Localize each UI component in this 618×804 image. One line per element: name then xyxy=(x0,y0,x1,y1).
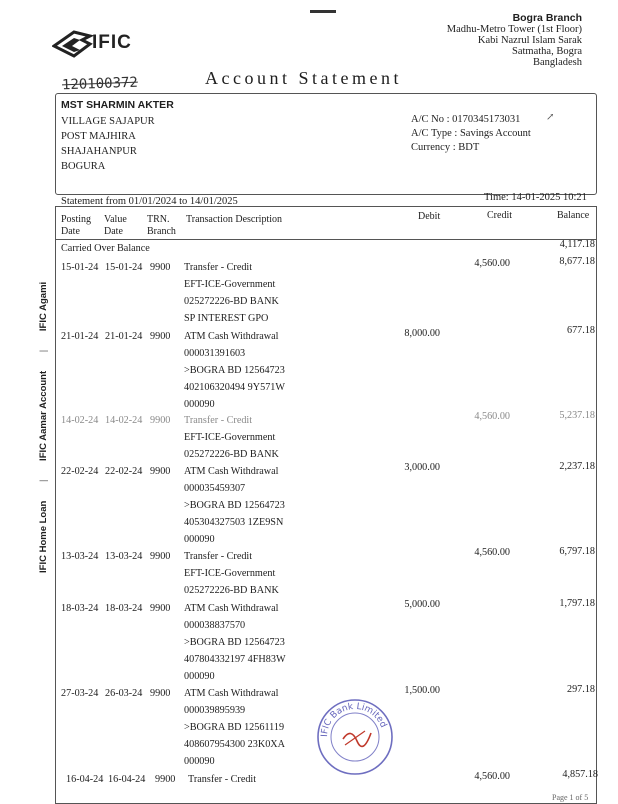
description-line: 402106320494 9Y571W xyxy=(184,382,286,393)
description-line: SP INTEREST GPO xyxy=(184,313,269,324)
debit-amount: 8,000.00 xyxy=(404,328,440,339)
description-line: ATM Cash Withdrawal xyxy=(184,603,279,614)
balance-amount: 6,797.18 xyxy=(559,546,595,557)
currency: BDT xyxy=(458,142,480,153)
branch-block xyxy=(447,13,582,68)
posting-date: 22-02-24 xyxy=(61,466,99,477)
description-line: >BOGRA BD 12564723 xyxy=(184,637,285,648)
description-line: >BOGRA BD 12564723 xyxy=(184,500,285,511)
col-debit: Debit xyxy=(418,211,441,222)
handwritten-reference: 120100372 xyxy=(61,74,139,94)
bank-logo-text: IFIC xyxy=(92,32,132,53)
description-line: Transfer - Credit xyxy=(184,415,253,426)
description-line: >BOGRA BD 12564723 xyxy=(184,365,285,376)
balance-amount: 8,677.18 xyxy=(559,256,595,267)
description-line: 025272226-BD BANK xyxy=(184,449,279,460)
trn-branch: 9900 xyxy=(150,415,171,426)
col-credit: Credit xyxy=(487,210,512,221)
trn-branch: 9900 xyxy=(150,331,171,342)
account-type-row xyxy=(411,128,531,139)
col-value-date: Value Date xyxy=(104,214,127,237)
value-date: 21-01-24 xyxy=(105,331,143,342)
page-title: Account Statement xyxy=(205,68,402,88)
account-type-label: A/C Type : xyxy=(411,128,458,139)
account-type: Savings Account xyxy=(459,128,531,139)
description-line: EFT-ICE-Government xyxy=(184,432,276,443)
description-line: >BOGRA BD 12561119 xyxy=(184,722,285,733)
account-number: 0170345173031 xyxy=(452,114,521,125)
description-line: Transfer - Credit xyxy=(188,774,257,785)
account-number-label: A/C No : xyxy=(411,114,450,125)
description-line: 025272226-BD BANK xyxy=(184,585,279,596)
posting-date: 21-01-24 xyxy=(61,331,99,342)
carried-over-balance: 4,117.18 xyxy=(559,239,595,250)
description-line: 000039895939 xyxy=(184,705,246,716)
debit-amount: 3,000.00 xyxy=(404,462,440,473)
bank-stamp-icon xyxy=(315,697,395,777)
trn-branch: 9900 xyxy=(150,262,171,273)
trn-branch: 9900 xyxy=(150,688,171,699)
currency-label: Currency : xyxy=(411,142,456,153)
trn-branch: 9900 xyxy=(155,774,176,785)
col-balance: Balance xyxy=(557,210,590,221)
balance-amount: 5,237.18 xyxy=(559,410,595,421)
description-line: 000090 xyxy=(184,399,215,410)
description-line: 000031391603 xyxy=(184,348,246,359)
value-date: 15-01-24 xyxy=(105,262,143,273)
print-time: Time: 14-01-2025 10:21 xyxy=(484,192,587,203)
stamp-text: IFIC Bank Limited xyxy=(319,701,389,738)
col-trn-branch: TRN. Branch xyxy=(147,214,176,237)
branch-name: Bogra Branch xyxy=(512,12,582,24)
description-line: 000038837570 xyxy=(184,620,246,631)
description-line: 408607954300 23K0XA xyxy=(184,739,286,750)
branch-address-line: Madhu-Metro Tower (1st Floor) xyxy=(446,24,582,35)
customer-address-line: SHAJAHANPUR xyxy=(61,146,137,157)
branch-address-line: Kabi Nazrul Islam Sarak xyxy=(477,35,582,46)
top-scan-mark xyxy=(310,10,336,13)
description-line: 000090 xyxy=(184,534,215,545)
statement-period: Statement from 01/01/2024 to 14/01/2025 xyxy=(61,196,238,207)
customer-name: MST SHARMIN AKTER xyxy=(61,99,174,111)
credit-amount: 4,560.00 xyxy=(474,547,510,558)
balance-amount: 4,857.18 xyxy=(562,769,598,780)
description-line: 025272226-BD BANK xyxy=(184,296,279,307)
debit-amount: 5,000.00 xyxy=(404,599,440,610)
description-line: 407804332197 4FH83W xyxy=(184,654,286,665)
description-line: ATM Cash Withdrawal xyxy=(184,688,279,699)
description-line: 000035459307 xyxy=(184,483,246,494)
value-date: 26-03-24 xyxy=(105,688,143,699)
carried-over-label: Carried Over Balance xyxy=(61,243,150,254)
value-date: 18-03-24 xyxy=(105,603,143,614)
description-line: 405304327503 1ZE9SN xyxy=(184,517,284,528)
col-posting-date: Posting Date xyxy=(61,214,92,237)
side-label-agami: IFIC Agami xyxy=(38,281,49,332)
debit-amount: 1,500.00 xyxy=(404,685,440,696)
customer-address-line: VILLAGE SAJAPUR xyxy=(61,116,155,127)
pen-tick-icon: ↗ xyxy=(546,112,555,123)
trn-branch: 9900 xyxy=(150,603,171,614)
credit-amount: 4,560.00 xyxy=(474,258,510,269)
description-line: 000090 xyxy=(184,671,215,682)
description-line: Transfer - Credit xyxy=(184,262,253,273)
value-date: 16-04-24 xyxy=(108,774,146,785)
currency-row xyxy=(411,142,479,153)
description-line: 000090 xyxy=(184,756,215,767)
side-label-home-loan: IFIC Home Loan xyxy=(38,500,49,573)
posting-date: 16-04-24 xyxy=(66,774,104,785)
posting-date: 14-02-24 xyxy=(61,415,99,426)
description-line: ATM Cash Withdrawal xyxy=(184,466,279,477)
description-line: EFT-ICE-Government xyxy=(184,568,276,579)
credit-amount: 4,560.00 xyxy=(474,771,510,782)
side-divider: | xyxy=(38,479,49,483)
side-promo-labels xyxy=(38,266,49,573)
value-date: 14-02-24 xyxy=(105,415,143,426)
description-line: Transfer - Credit xyxy=(184,551,253,562)
trn-branch: 9900 xyxy=(150,551,171,562)
page-number: Page 1 of 5 xyxy=(552,793,589,802)
account-number-row xyxy=(411,114,520,125)
posting-date: 13-03-24 xyxy=(61,551,99,562)
customer-address-line: POST MAJHIRA xyxy=(61,131,136,142)
side-label-aamar-account: IFIC Aamar Account xyxy=(38,370,49,461)
balance-amount: 1,797.18 xyxy=(559,598,595,609)
description-line: ATM Cash Withdrawal xyxy=(184,331,279,342)
value-date: 22-02-24 xyxy=(105,466,143,477)
side-divider: | xyxy=(38,349,49,353)
posting-date: 18-03-24 xyxy=(61,603,99,614)
posting-date: 27-03-24 xyxy=(61,688,99,699)
posting-date: 15-01-24 xyxy=(61,262,99,273)
description-line: EFT-ICE-Government xyxy=(184,279,276,290)
branch-address-line: Bangladesh xyxy=(533,57,582,68)
trn-branch: 9900 xyxy=(150,466,171,477)
balance-amount: 297.18 xyxy=(566,684,595,695)
customer-address-line: BOGURA xyxy=(61,161,106,172)
credit-amount: 4,560.00 xyxy=(474,411,510,422)
value-date: 13-03-24 xyxy=(105,551,143,562)
col-description: Transaction Description xyxy=(186,214,283,225)
balance-amount: 2,237.18 xyxy=(559,461,595,472)
branch-address-line: Satmatha, Bogra xyxy=(512,46,582,57)
balance-amount: 677.18 xyxy=(566,325,595,336)
